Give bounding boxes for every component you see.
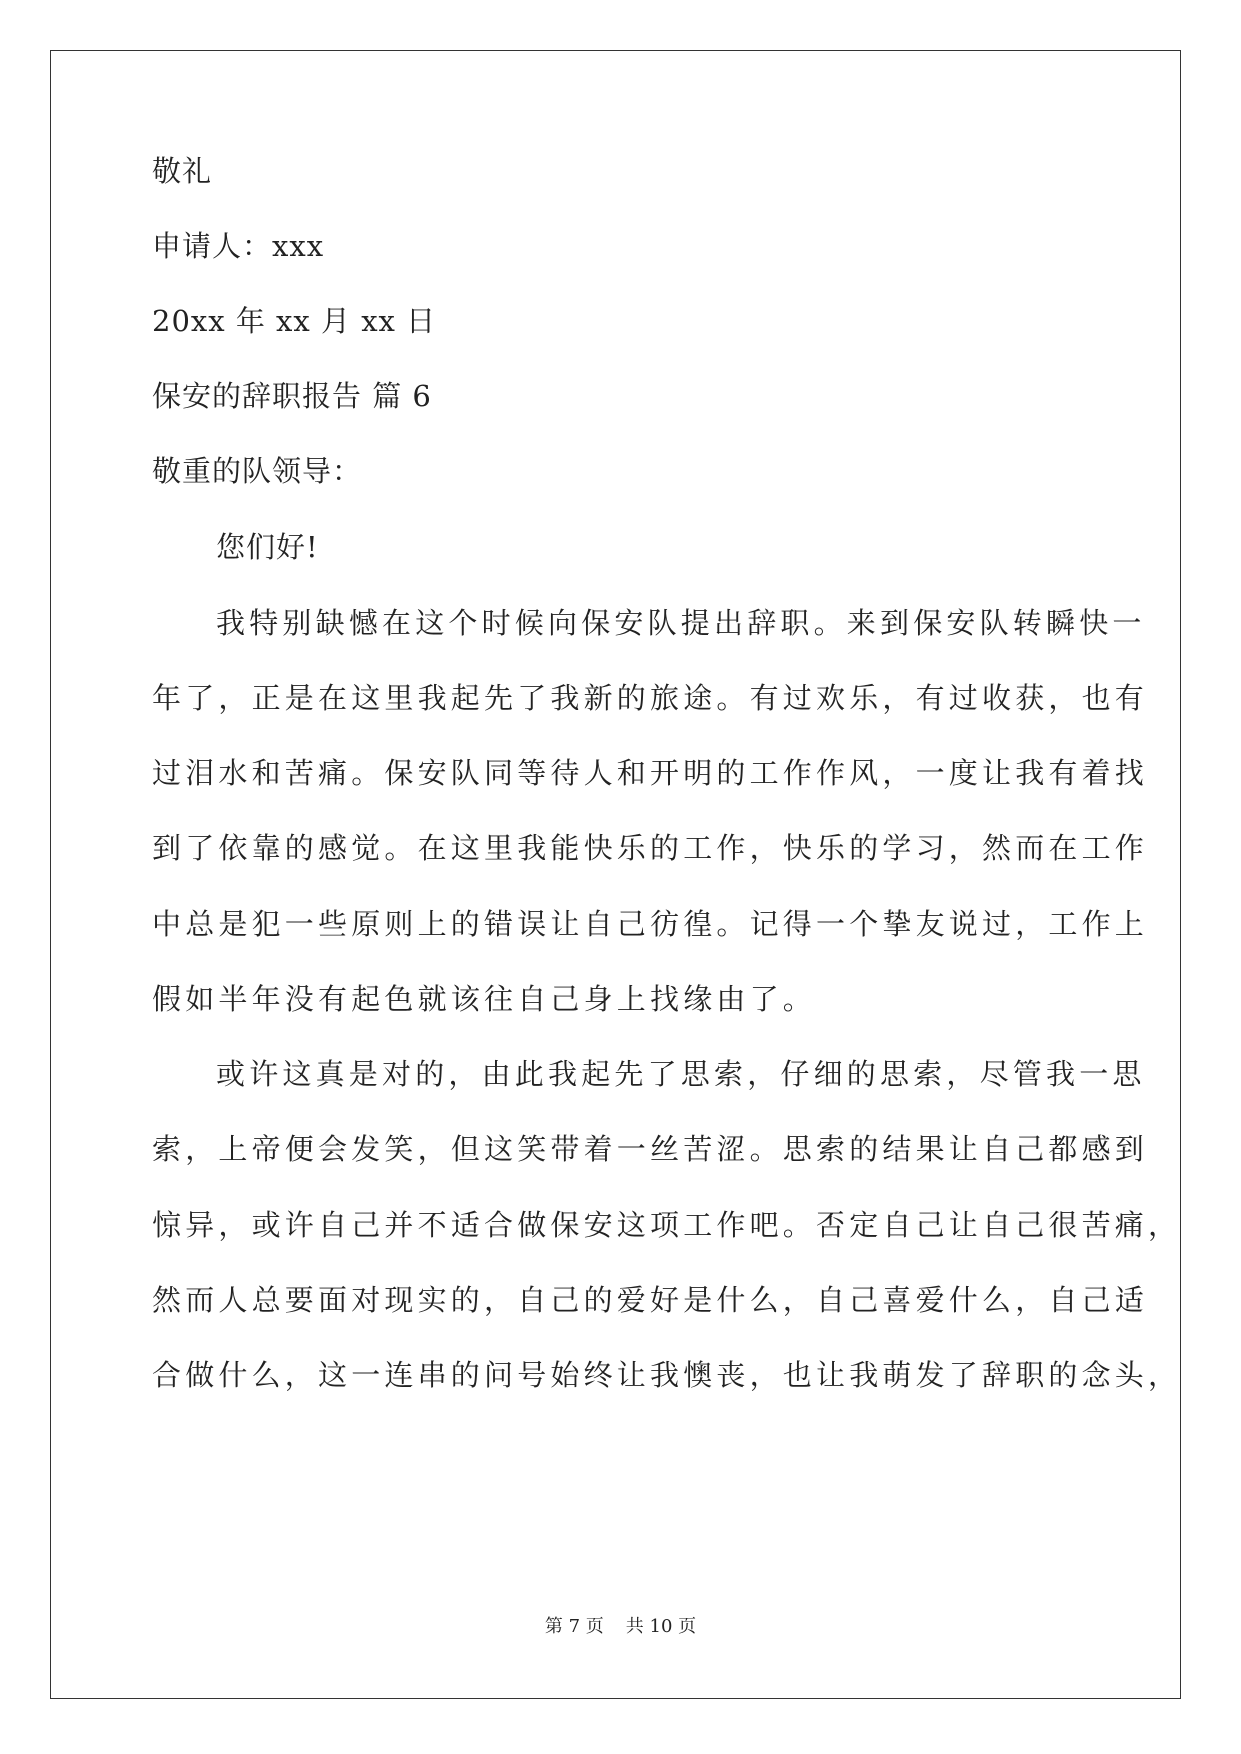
paragraph-line: 索，上帝便会发笑，但这笑带着一丝苦涩。思索的结果让自己都感到 xyxy=(152,1132,1149,1166)
paragraph-line: 过泪水和苦痛。保安队同等待人和开明的工作作风，一度让我有着找 xyxy=(152,756,1149,790)
page-total: 共 10 页 xyxy=(625,1616,697,1637)
greeting: 您们好! xyxy=(216,530,319,564)
paragraph-line: 中总是犯一些原则上的错误让自己彷徨。记得一个挚友说过，工作上 xyxy=(152,907,1149,941)
paragraph-line: 年了，正是在这里我起先了我新的旅途。有过欢乐，有过收获，也有 xyxy=(152,681,1149,715)
paragraph-line: 或许这真是对的，由此我起先了思索，仔细的思索，尽管我一思 xyxy=(216,1057,1146,1091)
page-footer xyxy=(0,1615,1241,1639)
paragraph-line: 惊异，或许自己并不适合做保安这项工作吧。否定自己让自己很苦痛， xyxy=(152,1208,1182,1242)
section-title: 保安的辞职报告 篇 6 xyxy=(152,379,432,413)
applicant-line: 申请人：xxx xyxy=(152,229,325,263)
salutation: 敬重的队领导： xyxy=(152,454,363,488)
paragraph-line: 到了依靠的感觉。在这里我能快乐的工作，快乐的学习，然而在工作 xyxy=(152,831,1149,865)
paragraph-line: 我特别缺憾在这个时候向保安队提出辞职。来到保安队转瞬快一 xyxy=(216,606,1146,640)
page-number: 第 7 页 xyxy=(544,1616,604,1637)
date-line: 20xx 年 xx 月 xx 日 xyxy=(152,304,437,338)
paragraph-line: 然而人总要面对现实的，自己的爱好是什么，自己喜爱什么，自己适 xyxy=(152,1283,1149,1317)
page-border xyxy=(50,50,1181,1699)
paragraph-line: 合做什么，这一连串的问号始终让我懊丧，也让我萌发了辞职的念头， xyxy=(152,1358,1182,1392)
closing-text: 敬礼 xyxy=(152,154,213,188)
paragraph-line: 假如半年没有起色就该往自己身上找缘由了。 xyxy=(152,982,817,1016)
